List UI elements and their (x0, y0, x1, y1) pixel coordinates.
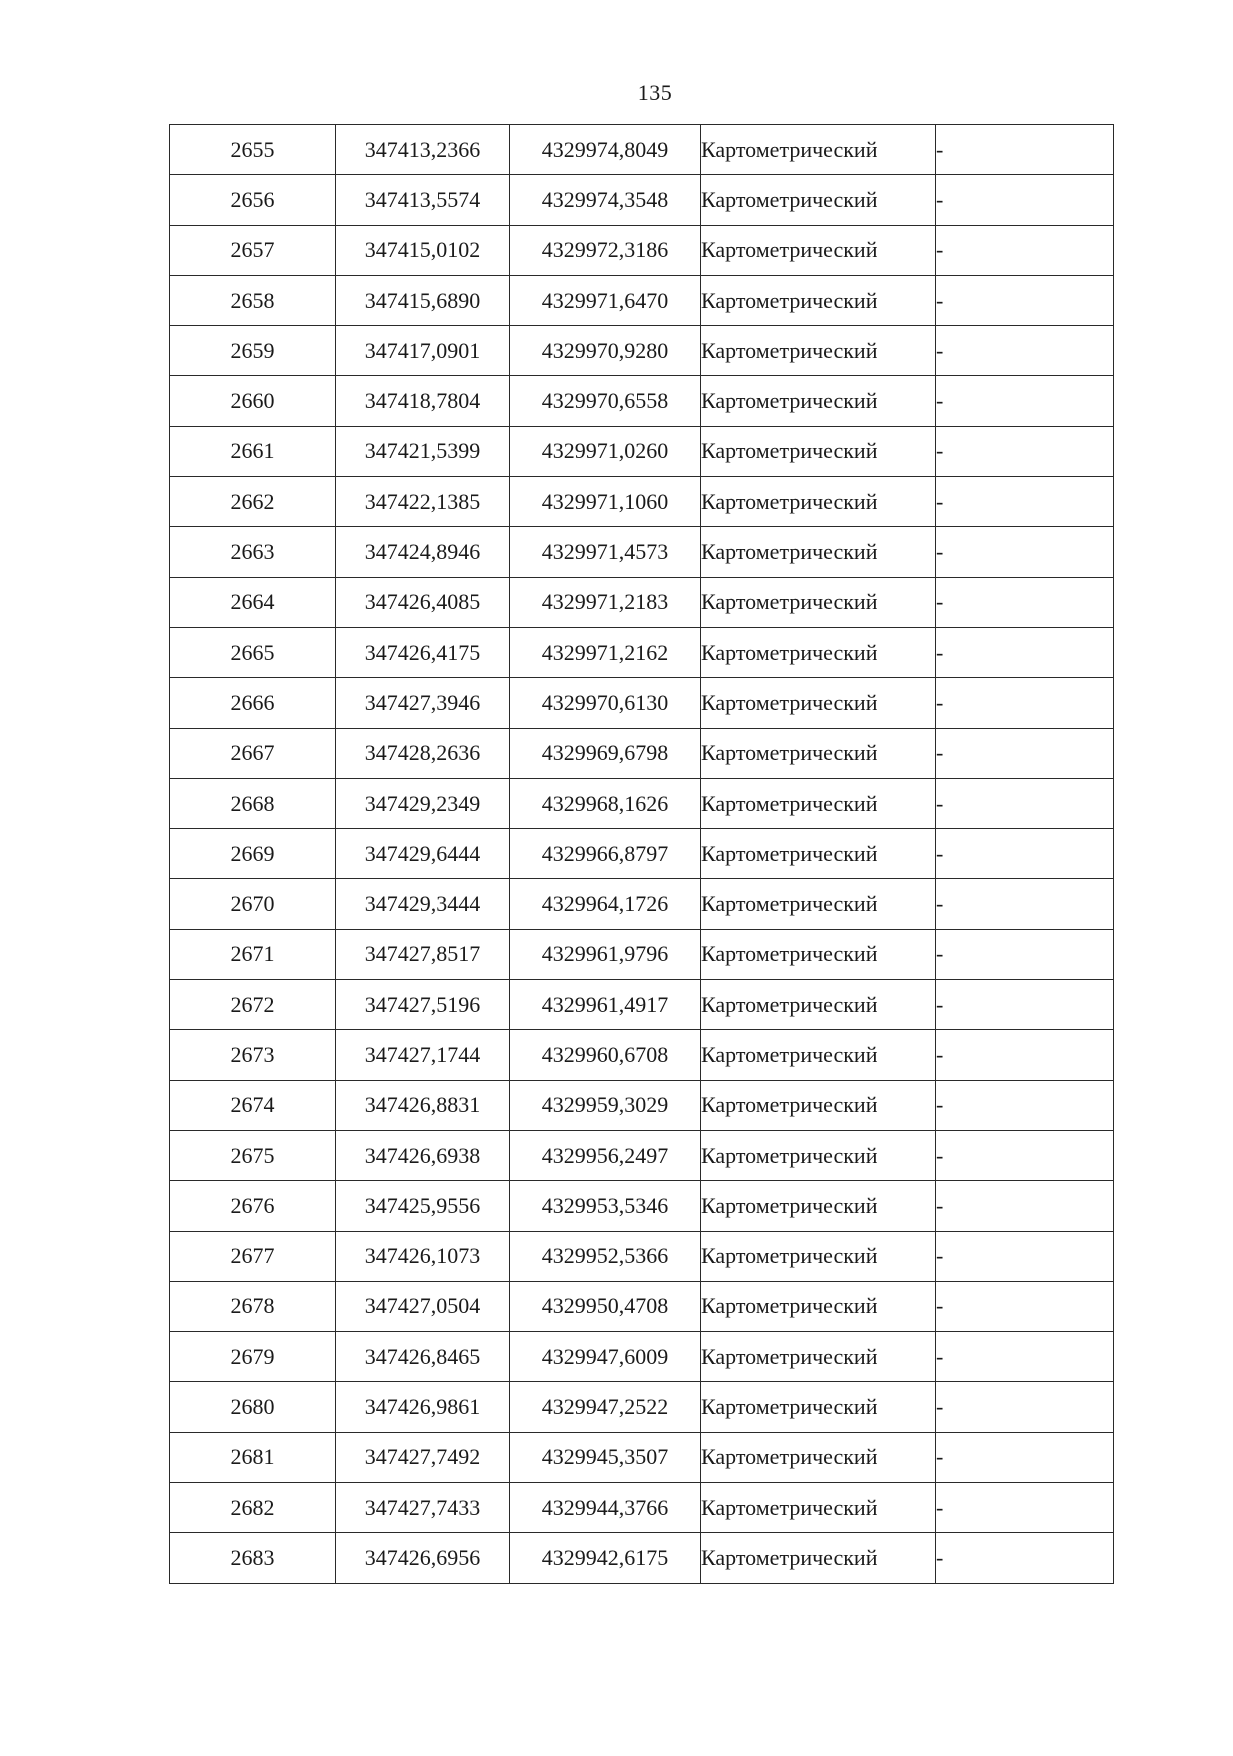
table-row (170, 1533, 1114, 1583)
description-cell: - (936, 929, 1114, 979)
y-coordinate-cell: 4329971,2183 (510, 577, 701, 627)
x-coordinate-cell: 347415,6890 (336, 275, 510, 325)
description-cell: - (936, 225, 1114, 275)
point-number-cell: 2655 (170, 125, 336, 175)
method-cell: Картометрический (701, 879, 936, 929)
point-number-cell: 2656 (170, 175, 336, 225)
description-cell: - (936, 678, 1114, 728)
description-cell: - (936, 477, 1114, 527)
point-number-cell: 2679 (170, 1332, 336, 1382)
point-number-cell: 2669 (170, 829, 336, 879)
y-coordinate-cell: 4329970,6558 (510, 376, 701, 426)
x-coordinate-cell: 347426,9861 (336, 1382, 510, 1432)
x-coordinate-cell: 347422,1385 (336, 477, 510, 527)
method-cell: Картометрический (701, 1533, 936, 1583)
description-cell: - (936, 778, 1114, 828)
table-row (170, 376, 1114, 426)
table-row (170, 1030, 1114, 1080)
point-number-cell: 2666 (170, 678, 336, 728)
method-cell: Картометрический (701, 929, 936, 979)
method-cell: Картометрический (701, 1030, 936, 1080)
x-coordinate-cell: 347413,5574 (336, 175, 510, 225)
description-cell: - (936, 527, 1114, 577)
y-coordinate-cell: 4329971,2162 (510, 627, 701, 677)
y-coordinate-cell: 4329971,1060 (510, 477, 701, 527)
table-row (170, 1231, 1114, 1281)
x-coordinate-cell: 347427,7492 (336, 1432, 510, 1482)
point-number-cell: 2658 (170, 275, 336, 325)
x-coordinate-cell: 347428,2636 (336, 728, 510, 778)
table-row (170, 980, 1114, 1030)
x-coordinate-cell: 347426,6956 (336, 1533, 510, 1583)
method-cell: Картометрический (701, 125, 936, 175)
y-coordinate-cell: 4329971,6470 (510, 275, 701, 325)
method-cell: Картометрический (701, 728, 936, 778)
table-row (170, 929, 1114, 979)
y-coordinate-cell: 4329953,5346 (510, 1181, 701, 1231)
y-coordinate-cell: 4329960,6708 (510, 1030, 701, 1080)
coordinates-table-body (170, 125, 1114, 1584)
table-row (170, 1432, 1114, 1482)
method-cell: Картометрический (701, 1231, 936, 1281)
point-number-cell: 2662 (170, 477, 336, 527)
y-coordinate-cell: 4329959,3029 (510, 1080, 701, 1130)
table-row (170, 728, 1114, 778)
method-cell: Картометрический (701, 778, 936, 828)
method-cell: Картометрический (701, 1483, 936, 1533)
table-row (170, 275, 1114, 325)
point-number-cell: 2682 (170, 1483, 336, 1533)
x-coordinate-cell: 347418,7804 (336, 376, 510, 426)
description-cell: - (936, 1030, 1114, 1080)
x-coordinate-cell: 347426,4175 (336, 627, 510, 677)
x-coordinate-cell: 347427,5196 (336, 980, 510, 1030)
table-row (170, 326, 1114, 376)
table-row (170, 1483, 1114, 1533)
method-cell: Картометрический (701, 678, 936, 728)
table-row (170, 1130, 1114, 1180)
table-row (170, 577, 1114, 627)
table-row (170, 1080, 1114, 1130)
y-coordinate-cell: 4329944,3766 (510, 1483, 701, 1533)
method-cell: Картометрический (701, 1382, 936, 1432)
table-row (170, 627, 1114, 677)
description-cell: - (936, 275, 1114, 325)
x-coordinate-cell: 347415,0102 (336, 225, 510, 275)
x-coordinate-cell: 347424,8946 (336, 527, 510, 577)
point-number-cell: 2677 (170, 1231, 336, 1281)
description-cell: - (936, 980, 1114, 1030)
y-coordinate-cell: 4329971,4573 (510, 527, 701, 577)
description-cell: - (936, 1432, 1114, 1482)
table-row (170, 778, 1114, 828)
point-number-cell: 2676 (170, 1181, 336, 1231)
method-cell: Картометрический (701, 1181, 936, 1231)
table-row (170, 678, 1114, 728)
point-number-cell: 2659 (170, 326, 336, 376)
x-coordinate-cell: 347427,1744 (336, 1030, 510, 1080)
x-coordinate-cell: 347427,8517 (336, 929, 510, 979)
y-coordinate-cell: 4329974,3548 (510, 175, 701, 225)
description-cell: - (936, 376, 1114, 426)
point-number-cell: 2678 (170, 1281, 336, 1331)
table-row (170, 829, 1114, 879)
table-row (170, 1332, 1114, 1382)
method-cell: Картометрический (701, 477, 936, 527)
method-cell: Картометрический (701, 1432, 936, 1482)
description-cell: - (936, 125, 1114, 175)
point-number-cell: 2673 (170, 1030, 336, 1080)
point-number-cell: 2670 (170, 879, 336, 929)
point-number-cell: 2667 (170, 728, 336, 778)
method-cell: Картометрический (701, 1080, 936, 1130)
y-coordinate-cell: 4329964,1726 (510, 879, 701, 929)
method-cell: Картометрический (701, 1281, 936, 1331)
description-cell: - (936, 1181, 1114, 1231)
point-number-cell: 2668 (170, 778, 336, 828)
x-coordinate-cell: 347426,6938 (336, 1130, 510, 1180)
x-coordinate-cell: 347426,8831 (336, 1080, 510, 1130)
method-cell: Картометрический (701, 376, 936, 426)
description-cell: - (936, 829, 1114, 879)
y-coordinate-cell: 4329961,9796 (510, 929, 701, 979)
description-cell: - (936, 728, 1114, 778)
x-coordinate-cell: 347417,0901 (336, 326, 510, 376)
x-coordinate-cell: 347427,3946 (336, 678, 510, 728)
y-coordinate-cell: 4329947,2522 (510, 1382, 701, 1432)
y-coordinate-cell: 4329970,6130 (510, 678, 701, 728)
coordinates-table (169, 124, 1114, 1584)
table-row (170, 477, 1114, 527)
y-coordinate-cell: 4329950,4708 (510, 1281, 701, 1331)
description-cell: - (936, 1080, 1114, 1130)
table-row (170, 879, 1114, 929)
x-coordinate-cell: 347429,3444 (336, 879, 510, 929)
description-cell: - (936, 577, 1114, 627)
table-row (170, 1281, 1114, 1331)
y-coordinate-cell: 4329947,6009 (510, 1332, 701, 1382)
x-coordinate-cell: 347421,5399 (336, 426, 510, 476)
table-row (170, 1181, 1114, 1231)
x-coordinate-cell: 347426,8465 (336, 1332, 510, 1382)
description-cell: - (936, 1382, 1114, 1432)
y-coordinate-cell: 4329961,4917 (510, 980, 701, 1030)
point-number-cell: 2660 (170, 376, 336, 426)
point-number-cell: 2674 (170, 1080, 336, 1130)
page-number: 135 (637, 80, 673, 105)
description-cell: - (936, 879, 1114, 929)
method-cell: Картометрический (701, 627, 936, 677)
point-number-cell: 2657 (170, 225, 336, 275)
point-number-cell: 2675 (170, 1130, 336, 1180)
y-coordinate-cell: 4329971,0260 (510, 426, 701, 476)
method-cell: Картометрический (701, 1130, 936, 1180)
y-coordinate-cell: 4329969,6798 (510, 728, 701, 778)
x-coordinate-cell: 347426,1073 (336, 1231, 510, 1281)
description-cell: - (936, 1231, 1114, 1281)
description-cell: - (936, 326, 1114, 376)
method-cell: Картометрический (701, 426, 936, 476)
y-coordinate-cell: 4329956,2497 (510, 1130, 701, 1180)
x-coordinate-cell: 347427,7433 (336, 1483, 510, 1533)
y-coordinate-cell: 4329952,5366 (510, 1231, 701, 1281)
point-number-cell: 2683 (170, 1533, 336, 1583)
description-cell: - (936, 1483, 1114, 1533)
method-cell: Картометрический (701, 175, 936, 225)
description-cell: - (936, 1281, 1114, 1331)
method-cell: Картометрический (701, 980, 936, 1030)
x-coordinate-cell: 347429,2349 (336, 778, 510, 828)
table-row (170, 175, 1114, 225)
table-row (170, 527, 1114, 577)
x-coordinate-cell: 347413,2366 (336, 125, 510, 175)
point-number-cell: 2661 (170, 426, 336, 476)
y-coordinate-cell: 4329972,3186 (510, 225, 701, 275)
y-coordinate-cell: 4329942,6175 (510, 1533, 701, 1583)
table-row (170, 225, 1114, 275)
x-coordinate-cell: 347426,4085 (336, 577, 510, 627)
point-number-cell: 2680 (170, 1382, 336, 1432)
point-number-cell: 2672 (170, 980, 336, 1030)
description-cell: - (936, 426, 1114, 476)
method-cell: Картометрический (701, 225, 936, 275)
point-number-cell: 2665 (170, 627, 336, 677)
x-coordinate-cell: 347427,0504 (336, 1281, 510, 1331)
description-cell: - (936, 1533, 1114, 1583)
table-row (170, 125, 1114, 175)
point-number-cell: 2664 (170, 577, 336, 627)
method-cell: Картометрический (701, 326, 936, 376)
method-cell: Картометрический (701, 1332, 936, 1382)
y-coordinate-cell: 4329970,9280 (510, 326, 701, 376)
point-number-cell: 2681 (170, 1432, 336, 1482)
description-cell: - (936, 175, 1114, 225)
x-coordinate-cell: 347425,9556 (336, 1181, 510, 1231)
x-coordinate-cell: 347429,6444 (336, 829, 510, 879)
method-cell: Картометрический (701, 577, 936, 627)
description-cell: - (936, 1332, 1114, 1382)
y-coordinate-cell: 4329968,1626 (510, 778, 701, 828)
y-coordinate-cell: 4329966,8797 (510, 829, 701, 879)
y-coordinate-cell: 4329945,3507 (510, 1432, 701, 1482)
method-cell: Картометрический (701, 527, 936, 577)
method-cell: Картометрический (701, 829, 936, 879)
point-number-cell: 2671 (170, 929, 336, 979)
point-number-cell: 2663 (170, 527, 336, 577)
description-cell: - (936, 1130, 1114, 1180)
y-coordinate-cell: 4329974,8049 (510, 125, 701, 175)
table-row (170, 426, 1114, 476)
method-cell: Картометрический (701, 275, 936, 325)
table-row (170, 1382, 1114, 1432)
description-cell: - (936, 627, 1114, 677)
